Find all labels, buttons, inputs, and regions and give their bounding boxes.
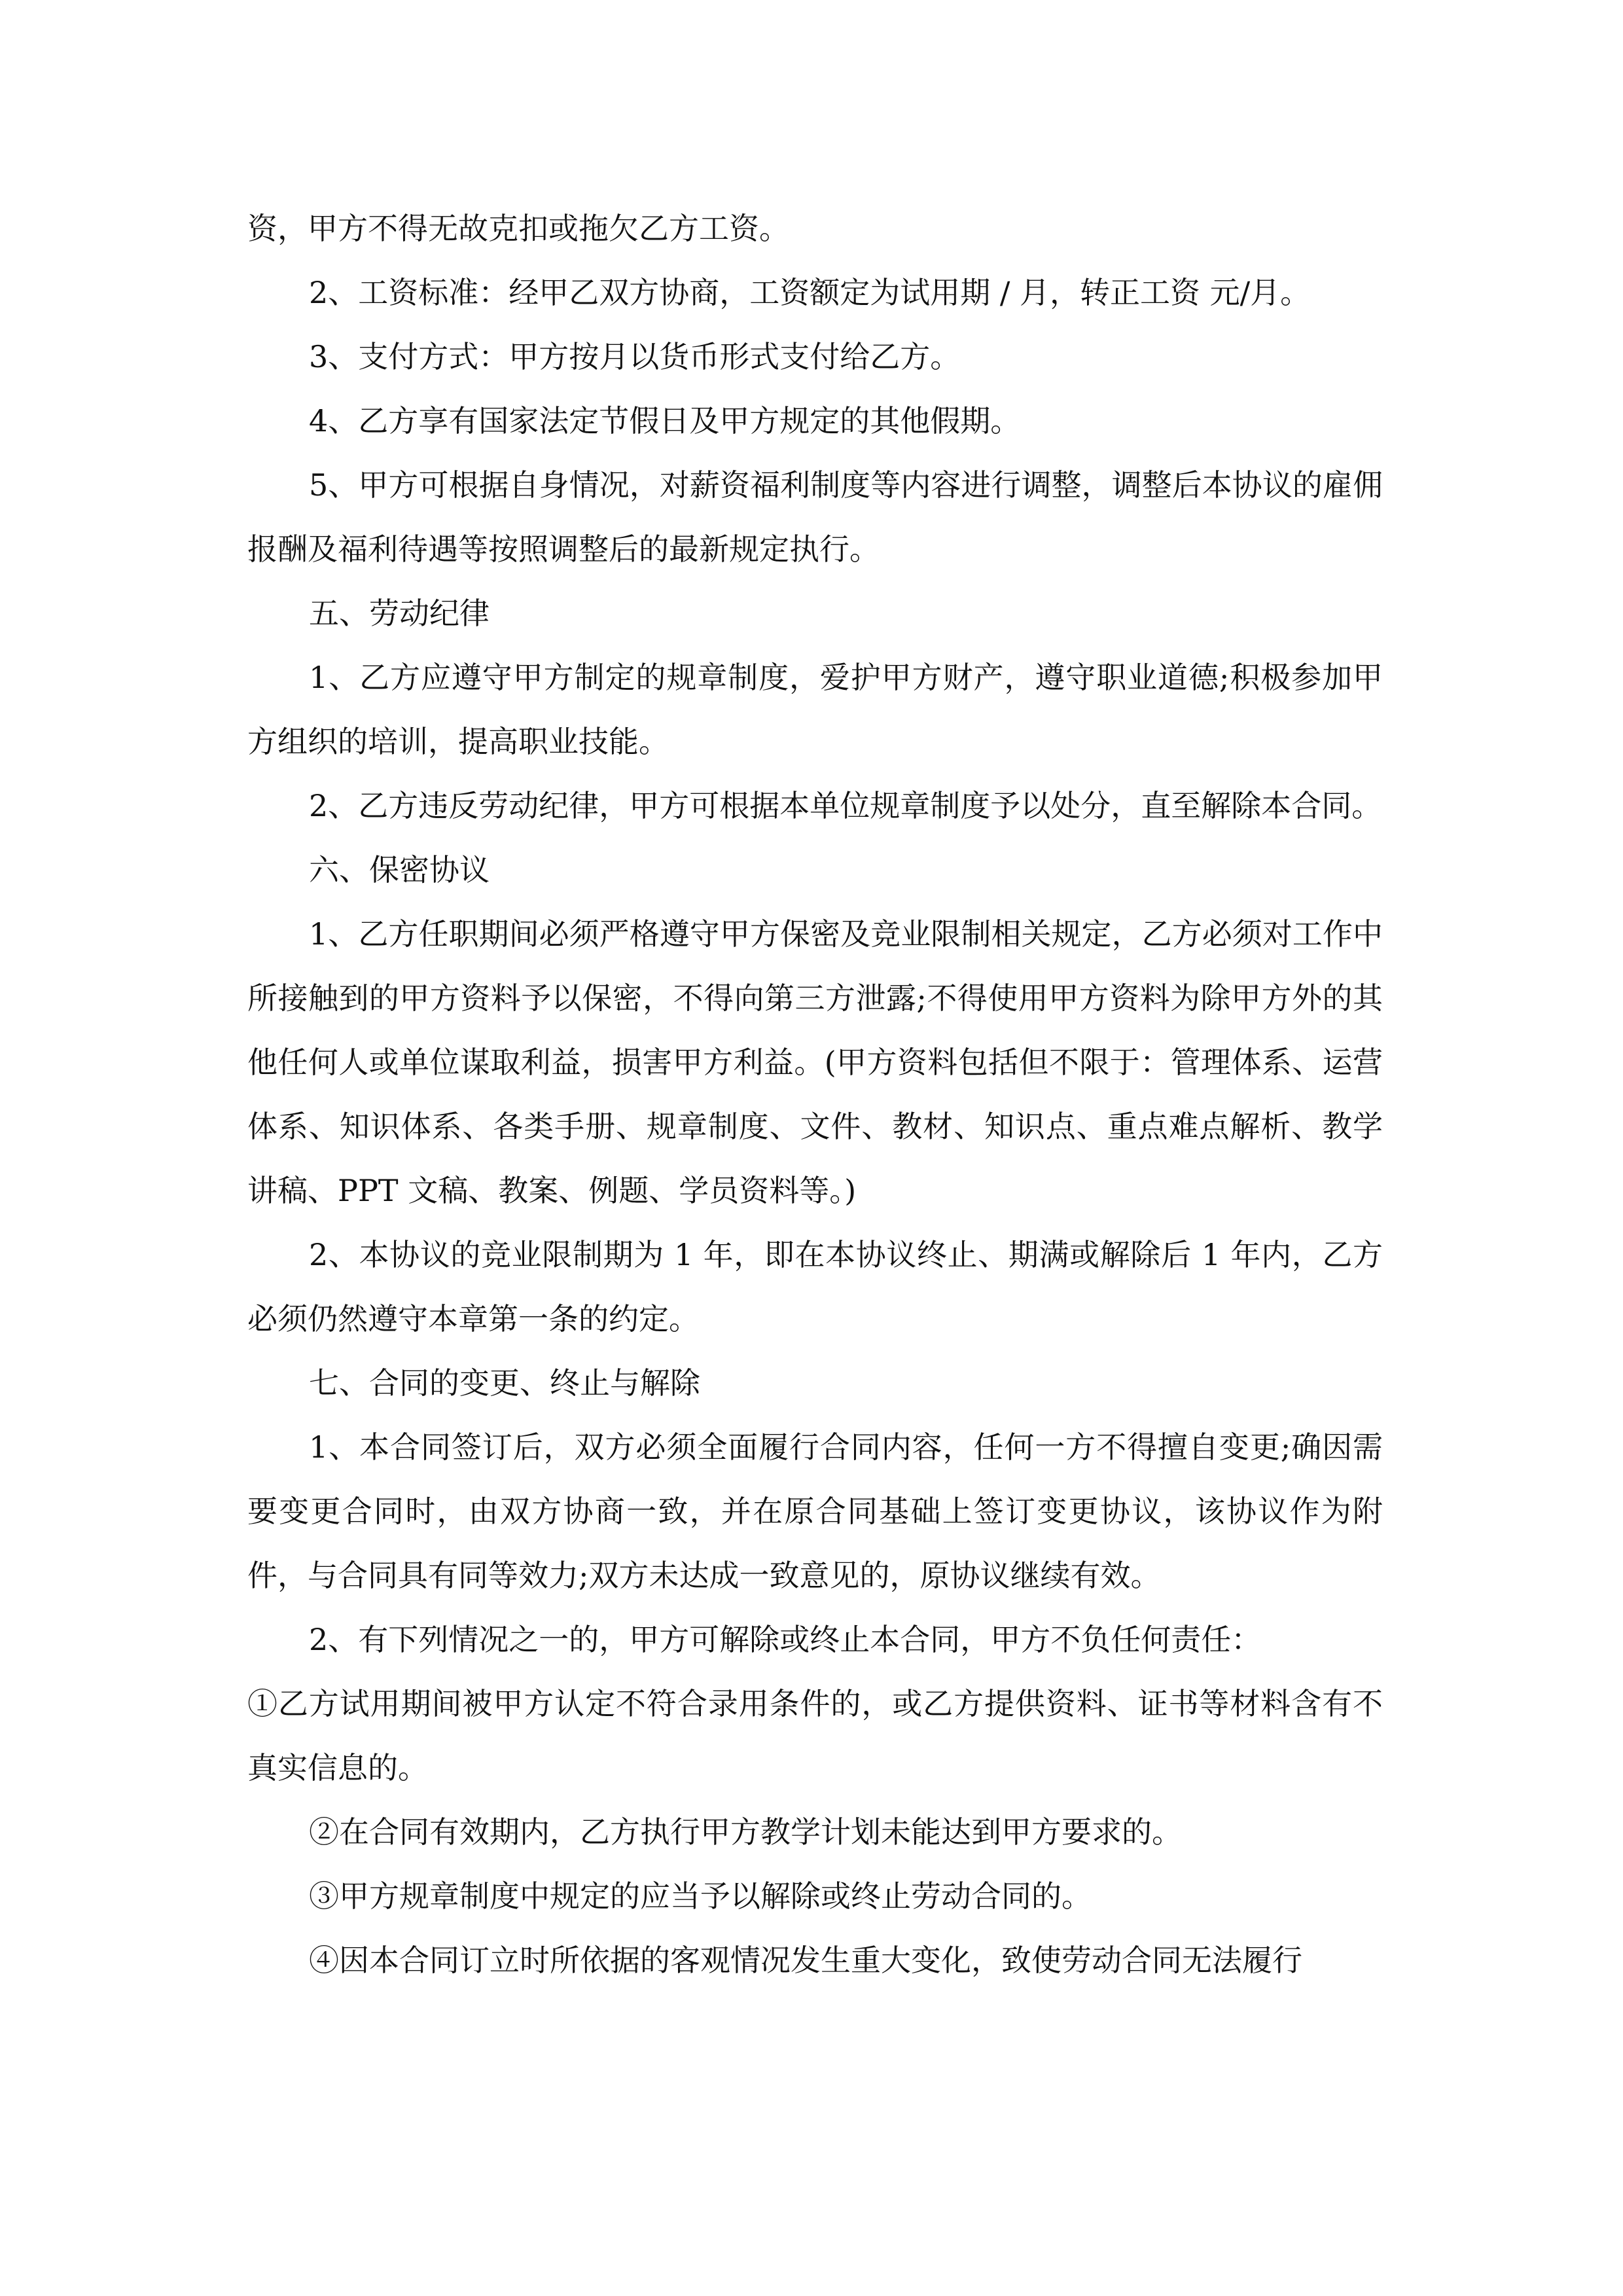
paragraph-termination-item-4: ④因本合同订立时所依据的客观情况发生重大变化，致使劳动合同无法履行 xyxy=(309,1943,1302,1978)
section-heading-confidentiality: 六、保密协议 xyxy=(309,852,490,888)
paragraph-non-compete-period: 2、本协议的竞业限制期为 1 年，即在本协议终止、期满或解除后 1 年内，乙方必须仍然遵守本章第一条的约定。 xyxy=(247,1237,1383,1336)
paragraph-termination-item-3: ③甲方规章制度中规定的应当予以解除或终止劳动合同的。 xyxy=(309,1878,1092,1914)
paragraph-wage-standard: 2、工资标准：经甲乙双方协商，工资额定为试用期 / 月，转正工资 元/月。 xyxy=(309,275,1311,310)
paragraph-termination-conditions: 2、有下列情况之一的，甲方可解除或终止本合同，甲方不负任何责任： xyxy=(309,1622,1262,1657)
paragraph-discipline-rules: 1、乙方应遵守甲方制定的规章制度，爱护甲方财产，遵守职业道德;积极参加甲方组织的培训，提高职业技能。 xyxy=(247,660,1383,759)
paragraph-discipline-violation: 2、乙方违反劳动纪律，甲方可根据本单位规章制度予以处分，直至解除本合同。 xyxy=(309,788,1382,823)
section-heading-labor-discipline: 五、劳动纪律 xyxy=(309,596,490,631)
paragraph-termination-item-1: ①乙方试用期间被甲方认定不符合录用条件的，或乙方提供资料、证书等材料含有不真实信息的。 xyxy=(247,1686,1383,1785)
paragraph-termination-item-2: ②在合同有效期内，乙方执行甲方教学计划未能达到甲方要求的。 xyxy=(309,1814,1182,1850)
paragraph-salary-adjustment: 5、甲方可根据自身情况，对薪资福利制度等内容进行调整，调整后本协议的雇佣报酬及福利待遇等按照调整后的最新规定执行。 xyxy=(247,467,1383,567)
section-heading-contract-changes: 七、合同的变更、终止与解除 xyxy=(309,1365,700,1401)
paragraph-payment-method: 3、支付方式：甲方按月以货币形式支付给乙方。 xyxy=(309,339,961,374)
paragraph-holidays: 4、乙方享有国家法定节假日及甲方规定的其他假期。 xyxy=(309,403,1021,439)
paragraph-contract-modification: 1、本合同签订后，双方必须全面履行合同内容，任何一方不得擅自变更;确因需要变更合同时，由双方协商一致，并在原合同基础上签订变更协议，该协议作为附件，与合同具有同等效力;双方未达成一致意见的，原协议继续有效。 xyxy=(247,1429,1383,1593)
paragraph-confidentiality-obligation: 1、乙方任职期间必须严格遵守甲方保密及竞业限制相关规定，乙方必须对工作中所接触到的甲方资料予以保密，不得向第三方泄露;不得使用甲方资料为除甲方外的其他任何人或单位谋取利益，损害甲方利益。(甲方资料包括但不限于：管理体系、运营体系、知识体系、各类手册、规章制度、文件、教材、知识点、重点难点解析、教学讲稿、PPT 文稿、教案、例题、学员资料等。) xyxy=(247,916,1383,1208)
paragraph-continuation: 资，甲方不得无故克扣或拖欠乙方工资。 xyxy=(247,211,789,246)
document-body xyxy=(247,196,1383,1992)
